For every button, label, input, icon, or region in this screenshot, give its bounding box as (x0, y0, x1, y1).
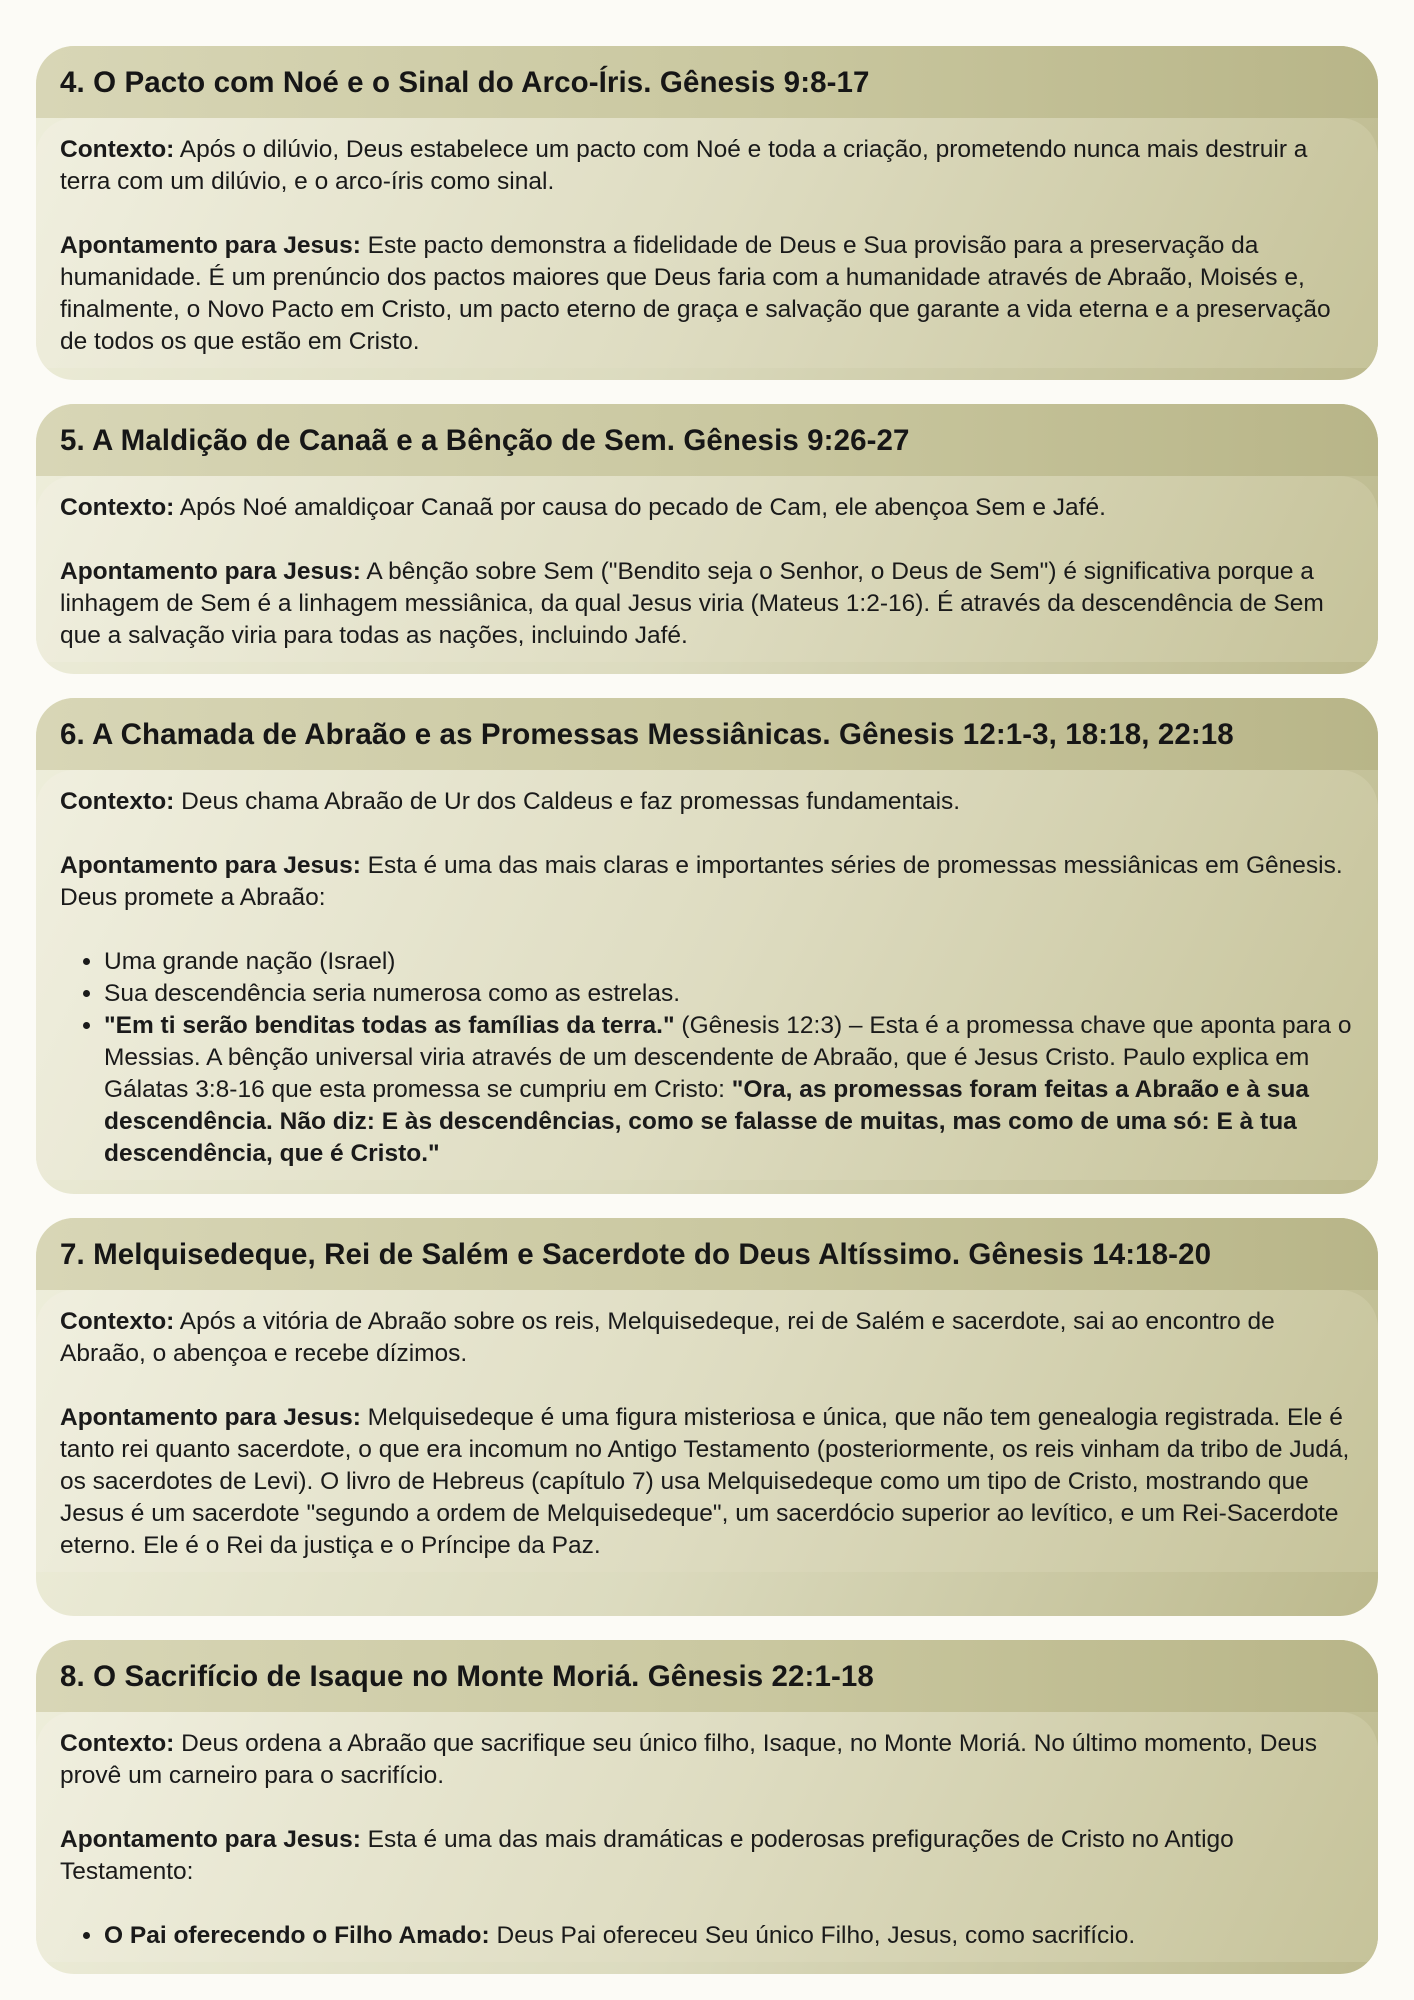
jesus-paragraph (60, 1824, 1354, 1888)
list-item: • Uma grande nação (Israel) (104, 946, 1354, 978)
context-label: Contexto: (60, 788, 175, 815)
section-title: 5. A Maldição de Canaã e a Bênção de Sem. Gênesis 9:26-27 (36, 404, 1378, 476)
jesus-text: Este pacto demonstra a fidelidade de Deus e Sua provisão para a preservação da humanidade. É um prenúncio dos pactos maiores que Deus faria com a humanidade através de Abraão, Moisés e, finalmente, o Novo Pacto em Cristo, um pacto eterno de graça e salvação que garante a vida eterna e a preservação de todos os que estão em Cristo. (60, 232, 1331, 355)
section-body (36, 1712, 1378, 1962)
section-title: 6. A Chamada de Abraão e as Promessas Messiânicas. Gênesis 12:1-3, 18:18, 22:18 (36, 698, 1378, 770)
context-paragraph (60, 492, 1354, 524)
section-card-8 (36, 1640, 1378, 1974)
context-label: Contexto: (60, 1308, 175, 1335)
context-paragraph (60, 134, 1354, 198)
promise-quote: "Em ti serão benditas todas as famílias da terra." (104, 1012, 675, 1039)
section-body (36, 1290, 1378, 1572)
section-card-7 (36, 1218, 1378, 1616)
jesus-text: A bênção sobre Sem ("Bendito seja o Senhor, o Deus de Sem") é significativa porque a linhagem de Sem é a linhagem messiânica, da qual Jesus viria (Mateus 1:2-16). É através da descendência de Sem que a salvação viria para todas as nações, incluindo Jafé. (60, 558, 1324, 649)
section-body (36, 770, 1378, 1180)
context-text: Após o dilúvio, Deus estabelece um pacto com Noé e toda a criação, prometendo nunca mais destruir a terra com um dilúvio, e o arco-íris como sinal. (60, 136, 1308, 195)
jesus-paragraph (60, 850, 1354, 914)
promises-list (60, 946, 1354, 1170)
section-card-5 (36, 404, 1378, 674)
section-card-4 (36, 46, 1378, 380)
context-text: Após Noé amaldiçoar Canaã por causa do pecado de Cam, ele abençoa Sem e Jafé. (174, 494, 1106, 521)
promise-text: (Gênesis 12:3) – Esta é a promessa chave que aponta para o Messias. A bênção universal viria através de um descendente de Abraão, que é Jesus Cristo. Paulo explica em Gálatas 3:8-16 que esta promessa se cumpriu em Cristo: (104, 1012, 1352, 1103)
list-item (104, 1010, 1354, 1170)
galatians-quote: "Ora, as promessas foram feitas a Abraão e à sua descendência. Não diz: E às descendências, como se falasse de muitas, mas como de uma só: E à tua descendência, que é Cristo." (104, 1076, 1309, 1167)
context-paragraph (60, 786, 1354, 818)
section-card-6 (36, 698, 1378, 1194)
context-label: Contexto: (60, 136, 175, 163)
section-title: 7. Melquisedeque, Rei de Salém e Sacerdote do Deus Altíssimo. Gênesis 14:18-20 (36, 1218, 1378, 1290)
list-item-label: O Pai oferecendo o Filho Amado: (104, 1922, 490, 1949)
list-item (104, 1920, 1354, 1952)
section-title: 4. O Pacto com Noé e o Sinal do Arco-Íris. Gênesis 9:8-17 (36, 46, 1378, 118)
section-body (36, 118, 1378, 368)
context-text: Deus ordena a Abraão que sacrifique seu único filho, Isaque, no Monte Moriá. No último momento, Deus provê um carneiro para o sacrifício. (60, 1730, 1317, 1789)
jesus-label: Apontamento para Jesus: (60, 558, 361, 585)
jesus-paragraph (60, 1402, 1354, 1562)
jesus-text: Melquisedeque é uma figura misteriosa e única, que não tem genealogia registrada. Ele é tanto rei quanto sacerdote, o que era incomum no Antigo Testamento (posteriormente, os reis vinham da tribo de Judá, os sacerdotes de Levi). O livro de Hebreus (capítulo 7) usa Melquisedeque como um tipo de Cristo, mostrando que Jesus é um sacerdote "segundo a ordem de Melquisedeque", um sacerdócio superior ao levítico, e um Rei-Sacerdote eterno. Ele é o Rei da justiça e o Príncipe da Paz. (60, 1404, 1350, 1559)
list-item-text: Deus Pai ofereceu Seu único Filho, Jesus, como sacrifício. (489, 1922, 1136, 1949)
jesus-text: Esta é uma das mais claras e importantes séries de promessas messiânicas em Gênesis. Deus promete a Abraão: (60, 852, 1343, 911)
jesus-paragraph (60, 230, 1354, 358)
jesus-label: Apontamento para Jesus: (60, 852, 361, 879)
jesus-label: Apontamento para Jesus: (60, 232, 361, 259)
context-label: Contexto: (60, 1730, 175, 1757)
jesus-label: Apontamento para Jesus: (60, 1826, 361, 1853)
list-item: • Sua descendência seria numerosa como as estrelas. (104, 978, 1354, 1010)
prefiguration-list (60, 1920, 1354, 1952)
context-paragraph (60, 1728, 1354, 1792)
jesus-text: Esta é uma das mais dramáticas e poderosas prefigurações de Cristo no Antigo Testamento: (60, 1826, 1234, 1885)
context-text: Após a vitória de Abraão sobre os reis, Melquisedeque, rei de Salém e sacerdote, sai ao encontro de Abraão, o abençoa e recebe dízimos. (60, 1308, 1275, 1367)
context-text: Deus chama Abraão de Ur dos Caldeus e faz promessas fundamentais. (174, 788, 961, 815)
context-paragraph (60, 1306, 1354, 1370)
section-title: 8. O Sacrifício de Isaque no Monte Moriá. Gênesis 22:1-18 (36, 1640, 1378, 1712)
context-label: Contexto: (60, 494, 175, 521)
jesus-paragraph (60, 556, 1354, 652)
jesus-label: Apontamento para Jesus: (60, 1404, 361, 1431)
section-body (36, 476, 1378, 662)
